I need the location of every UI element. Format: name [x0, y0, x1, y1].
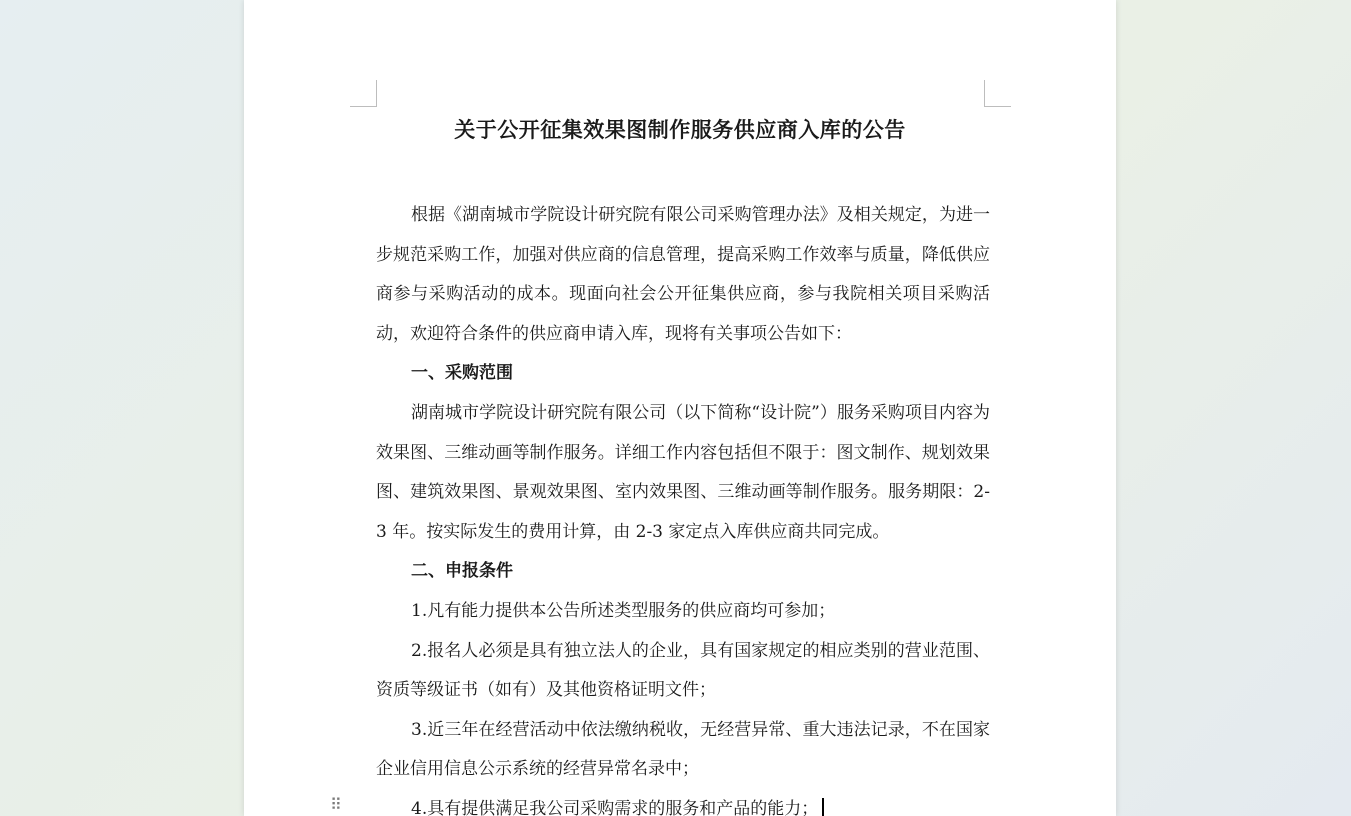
condition-item-4[interactable]: 4.具有提供满足我公司采购需求的服务和产品的能力；	[411, 798, 819, 816]
section-heading-conditions[interactable]: 二、申报条件	[411, 561, 513, 582]
condition-item-3[interactable]: 3.近三年在经营活动中依法缴纳税收，无经营异常、重大违法记录，不在国家企业信用信息公示系统的经营异常名录中；	[376, 719, 990, 780]
condition-item-2[interactable]: 2.报名人必须是具有独立法人的企业，具有国家规定的相应类别的营业范围、资质等级证书（如有）及其他资格证明文件；	[376, 640, 990, 701]
document-page[interactable]	[244, 0, 1116, 816]
condition-item-4-wrap[interactable]	[376, 790, 990, 816]
condition-item-1[interactable]: 1.凡有能力提供本公告所述类型服务的供应商均可参加；	[411, 600, 836, 621]
margin-corner-top-left	[350, 80, 377, 107]
scope-paragraph[interactable]: 湖南城市学院设计研究院有限公司（以下简称“设计院”）服务采购项目内容为效果图、三维动画等制作服务。详细工作内容包括但不限于：图文制作、规划效果图、建筑效果图、景观效果图、室内效果图、三维动画等制作服务。服务期限：2-3 年。按实际发生的费用计算，由 2-3 家定点入库供应商共同完成。	[376, 402, 990, 542]
intro-paragraph[interactable]: 根据《湖南城市学院设计研究院有限公司采购管理办法》及相关规定，为进一步规范采购工作，加强对供应商的信息管理，提高采购工作效率与质量，降低供应商参与采购活动的成本。现面向社会公开征集供应商，参与我院相关项目采购活动，欢迎符合条件的供应商申请入库，现将有关事项公告如下：	[376, 205, 990, 344]
section-heading-scope[interactable]: 一、采购范围	[411, 363, 513, 384]
document-body[interactable]	[376, 196, 990, 816]
text-cursor	[822, 798, 824, 816]
document-title[interactable]: 关于公开征集效果图制作服务供应商入库的公告	[454, 118, 906, 142]
margin-corner-top-right	[984, 80, 1011, 107]
drag-handle-icon[interactable]: ⠿	[330, 795, 342, 814]
